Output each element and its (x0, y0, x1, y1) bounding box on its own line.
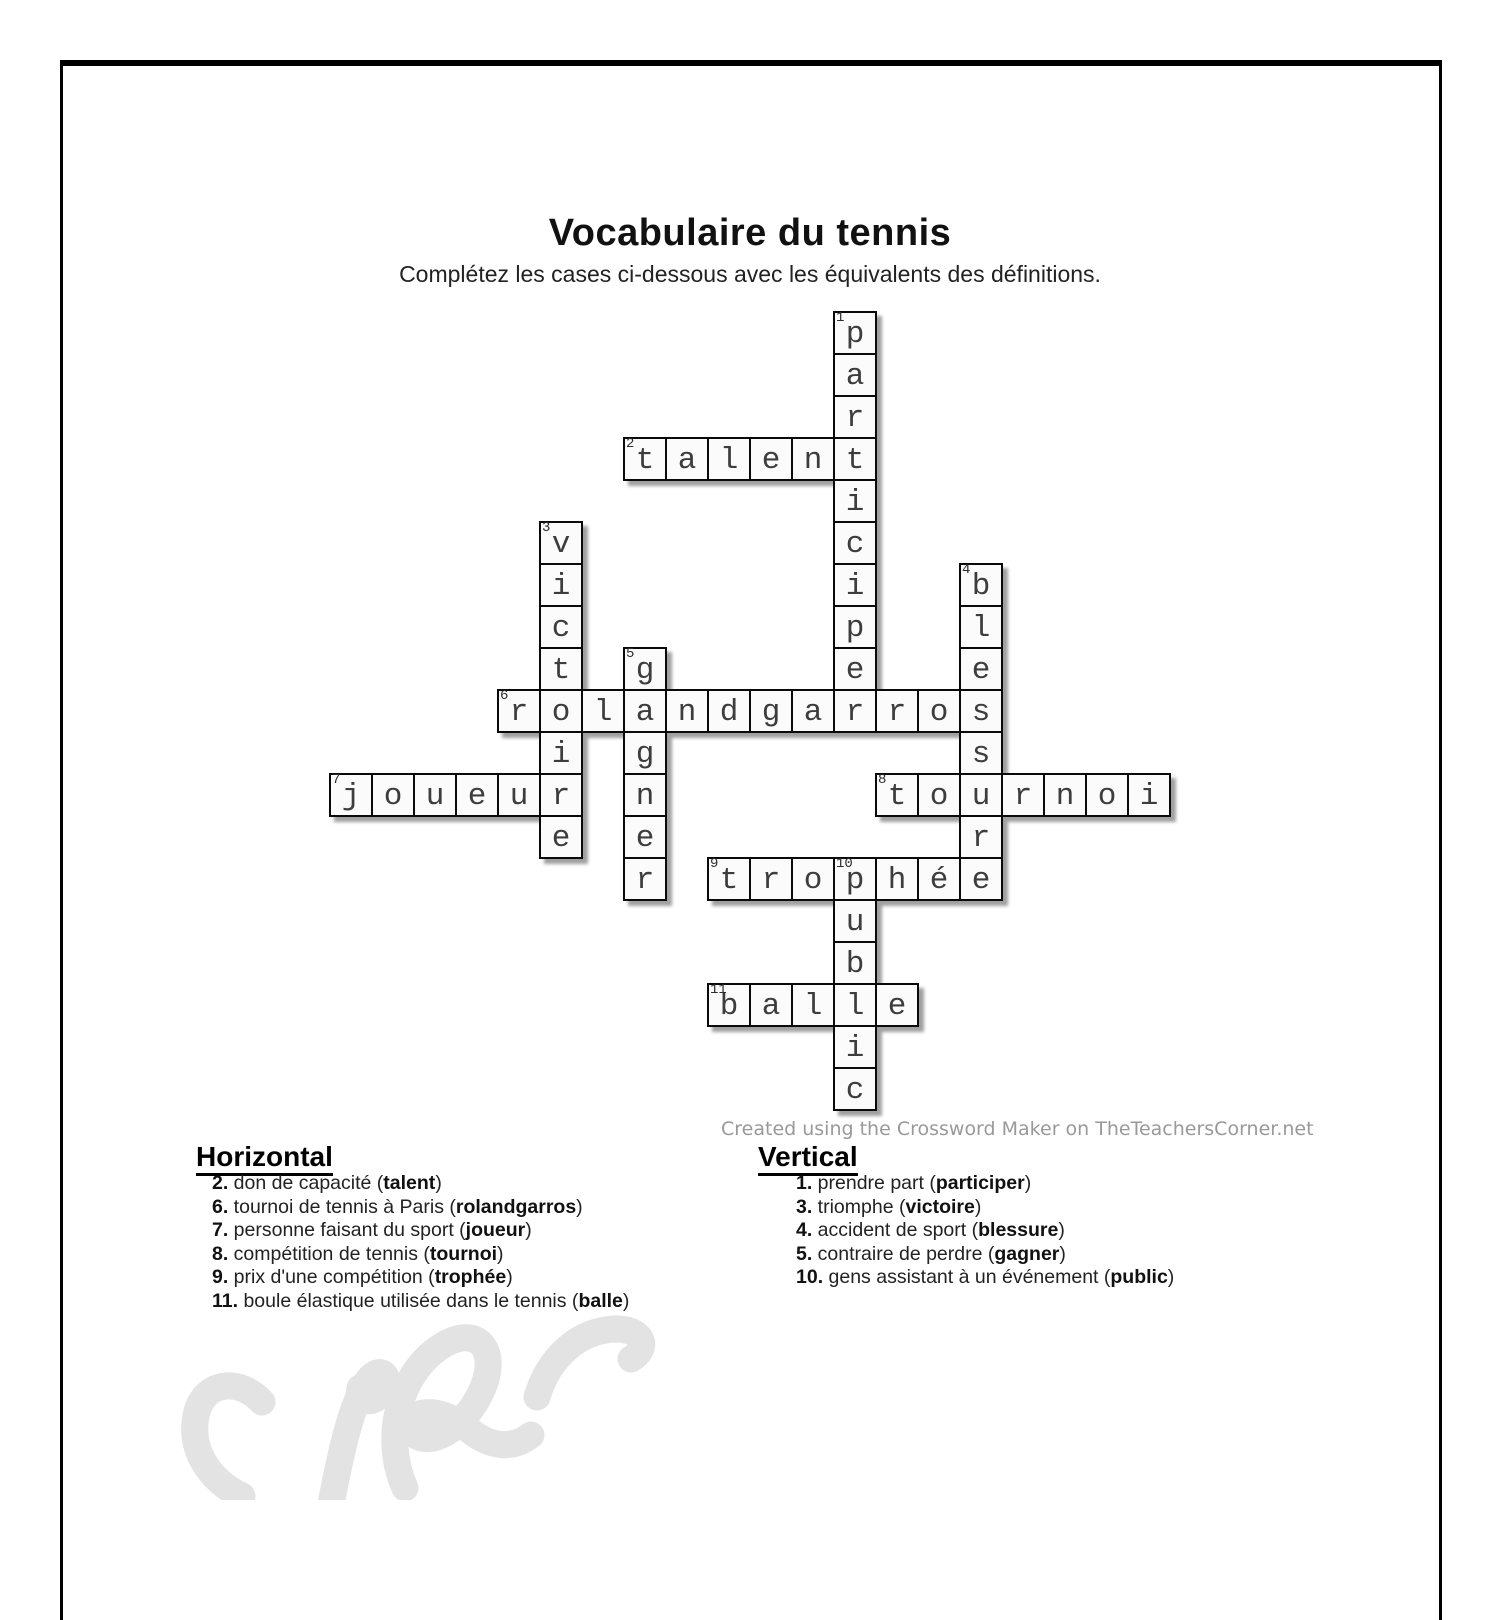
crossword-cell (833, 353, 877, 397)
crossword-cell (959, 857, 1003, 901)
crossword-cell (329, 773, 373, 817)
cell-letter: é (929, 863, 949, 898)
cell-letter: l (971, 611, 991, 646)
cell-letter: c (845, 1073, 865, 1108)
crossword-cell (791, 983, 835, 1027)
cell-letter: p (845, 611, 865, 646)
cell-letter: e (845, 653, 865, 688)
crossword-cell (833, 563, 877, 607)
cell-letter: i (551, 737, 571, 772)
cell-letter: g (635, 653, 655, 688)
cell-letter: n (1055, 779, 1075, 814)
crossword-cell (623, 773, 667, 817)
crossword-cell (791, 437, 835, 481)
cell-letter: u (425, 779, 445, 814)
crossword-cell (749, 689, 793, 733)
crossword-cell (833, 311, 877, 355)
clue-number: 2. (212, 1172, 229, 1194)
across-heading: Horizontal (196, 1141, 333, 1176)
cell-letter: t (635, 443, 655, 478)
cell-letter: l (803, 989, 823, 1024)
crossword-cell (875, 689, 919, 733)
down-clue-list (796, 1172, 1174, 1290)
cell-letter: c (551, 611, 571, 646)
cell-letter: o (1097, 779, 1117, 814)
crossword-cell (917, 773, 961, 817)
crossword-cell (707, 983, 751, 1027)
clue-number: 1. (796, 1172, 813, 1194)
crossword-cell (665, 689, 709, 733)
clue-item: 1. prendre part (participer) (796, 1172, 1032, 1194)
cell-letter: o (929, 695, 949, 730)
cell-letter: c (845, 527, 865, 562)
clue-item: 9. prix d'une compétition (trophée) (212, 1266, 513, 1288)
crossword-cell (623, 689, 667, 733)
clue-answer: victoire (905, 1195, 975, 1218)
cell-letter: i (1139, 779, 1159, 814)
cell-letter: b (971, 569, 991, 604)
clue-number: 4. (796, 1219, 813, 1241)
cell-letter: e (887, 989, 907, 1024)
crossword-cell (539, 815, 583, 859)
cell-letter: r (509, 695, 529, 730)
cell-letter: a (635, 695, 655, 730)
cell-letter: u (509, 779, 529, 814)
cell-letter: i (845, 569, 865, 604)
cell-letter: g (635, 737, 655, 772)
cell-letter: p (845, 317, 865, 352)
cell-letter: e (635, 821, 655, 856)
crossword-cell (791, 857, 835, 901)
crossword-cell (539, 689, 583, 733)
crossword-cell (707, 437, 751, 481)
crossword-cell (833, 647, 877, 691)
crossword-cell (875, 857, 919, 901)
cell-letter: n (635, 779, 655, 814)
cell-letter: r (887, 695, 907, 730)
clue-item: 5. contraire de perdre (gagner) (796, 1242, 1066, 1265)
clue-number: 6. (212, 1195, 229, 1218)
credit-line: Created using the Crossword Maker on TheTeachersCorner.net (721, 1118, 1314, 1140)
cell-number: 6 (500, 688, 509, 704)
crossword-cell (749, 983, 793, 1027)
crossword-cell (959, 773, 1003, 817)
cell-number: 1 (836, 310, 845, 326)
crossword-cell (749, 857, 793, 901)
crossword-cell (959, 731, 1003, 775)
crossword-cell (1001, 773, 1045, 817)
cell-letter: o (383, 779, 403, 814)
clue-number: 3. (796, 1195, 813, 1218)
cell-letter: r (635, 863, 655, 898)
crossword-cell (539, 773, 583, 817)
crossword-cell (959, 689, 1003, 733)
crossword-cell (413, 773, 457, 817)
crossword-cell (833, 689, 877, 733)
crossword-cell (917, 857, 961, 901)
cell-letter: i (845, 1031, 865, 1066)
cell-letter: t (845, 443, 865, 478)
crossword-cell (665, 437, 709, 481)
cell-letter: d (719, 695, 739, 730)
crossword-cell (959, 647, 1003, 691)
cell-letter: l (719, 443, 739, 478)
clue-number: 11. (212, 1289, 239, 1312)
cell-number: 11 (710, 982, 727, 998)
cell-letter: r (761, 863, 781, 898)
cell-number: 10 (836, 856, 853, 872)
cell-letter: o (551, 695, 571, 730)
cell-letter: r (971, 821, 991, 856)
clue-answer: participer (935, 1172, 1025, 1194)
cell-letter: l (593, 695, 613, 730)
crossword-cell (917, 689, 961, 733)
clue-item: 6. tournoi de tennis à Paris (rolandgarros) (212, 1195, 583, 1218)
clue-item: 11. boule élastique utilisée dans le tennis (balle) (212, 1289, 630, 1312)
cell-letter: a (761, 989, 781, 1024)
cell-letter: i (845, 485, 865, 520)
down-heading: Vertical (758, 1141, 858, 1176)
crossword-cell (497, 689, 541, 733)
crossword-cell (455, 773, 499, 817)
clue-answer: tournoi (429, 1242, 498, 1265)
cell-letter: i (551, 569, 571, 604)
crossword-cell (539, 647, 583, 691)
cell-letter: t (887, 779, 907, 814)
clue-answer: balle (578, 1289, 623, 1312)
crossword-cell (707, 689, 751, 733)
cell-letter: r (845, 401, 865, 436)
clue-number: 7. (212, 1219, 229, 1241)
crossword-cell (833, 1067, 877, 1111)
crossword-cell (833, 941, 877, 985)
crossword-cell (539, 563, 583, 607)
crossword-cell (539, 605, 583, 649)
cell-letter: o (803, 863, 823, 898)
cell-letter: n (677, 695, 697, 730)
clue-item: 10. gens assistant à un événement (public) (796, 1266, 1175, 1288)
cell-letter: s (971, 737, 991, 772)
crossword-cell (833, 395, 877, 439)
clue-answer: joueur (465, 1219, 526, 1241)
crossword-cell (497, 773, 541, 817)
crossword-cell (833, 983, 877, 1027)
cell-letter: u (971, 779, 991, 814)
cell-letter: e (761, 443, 781, 478)
clue-answer: trophée (434, 1266, 507, 1288)
cell-letter: b (845, 947, 865, 982)
crossword-cell (1085, 773, 1129, 817)
clue-answer: public (1110, 1266, 1168, 1288)
crossword-cell (791, 689, 835, 733)
crossword-cell (623, 437, 667, 481)
cell-letter: s (971, 695, 991, 730)
cell-number: 8 (878, 772, 887, 788)
clue-answer: talent (383, 1172, 436, 1194)
cell-letter: g (761, 695, 781, 730)
cell-letter: l (845, 989, 865, 1024)
page-border (60, 60, 1442, 1620)
clue-answer: rolandgarros (455, 1195, 577, 1218)
crossword-cell (539, 521, 583, 565)
clue-item: 4. accident de sport (blessure) (796, 1219, 1065, 1241)
crossword-cell (833, 521, 877, 565)
crossword-cell (707, 857, 751, 901)
cell-number: 7 (332, 772, 341, 788)
crossword-cell (959, 815, 1003, 859)
crossword-cell (371, 773, 415, 817)
crossword-cell (581, 689, 625, 733)
cell-letter: t (719, 863, 739, 898)
crossword-cell (623, 857, 667, 901)
crossword-cell (833, 899, 877, 943)
clue-item: 3. triomphe (victoire) (796, 1195, 982, 1218)
clue-item: 2. don de capacité (talent) (212, 1172, 442, 1194)
crossword-cell (623, 815, 667, 859)
crossword-cell (539, 731, 583, 775)
cell-letter: h (887, 863, 907, 898)
cell-letter: a (677, 443, 697, 478)
crossword-cell (833, 605, 877, 649)
cell-letter: e (971, 653, 991, 688)
cell-number: 5 (626, 646, 635, 662)
clue-number: 5. (796, 1242, 813, 1265)
cell-letter: t (551, 653, 571, 688)
crossword-cell (875, 773, 919, 817)
cell-number: 9 (710, 856, 719, 872)
cell-letter: u (845, 905, 865, 940)
page-subtitle: Complétez les cases ci-dessous avec les équivalents des définitions. (399, 261, 1101, 287)
cell-letter: e (551, 821, 571, 856)
page-title: Vocabulaire du tennis (548, 212, 952, 254)
cell-letter: v (551, 527, 571, 562)
cell-letter: e (971, 863, 991, 898)
clue-item: 7. personne faisant du sport (joueur) (212, 1219, 532, 1241)
clue-number: 10. (796, 1266, 824, 1288)
clue-answer: gagner (994, 1242, 1060, 1265)
cell-number: 3 (542, 520, 551, 536)
crossword-cell (833, 479, 877, 523)
clue-item: 8. compétition de tennis (tournoi) (212, 1242, 504, 1265)
cell-letter: b (719, 989, 739, 1024)
crossword-cell (749, 437, 793, 481)
cell-letter: n (803, 443, 823, 478)
cell-letter: r (845, 695, 865, 730)
cell-letter: a (803, 695, 823, 730)
crossword-cell (623, 731, 667, 775)
cell-letter: e (467, 779, 487, 814)
cell-letter: a (845, 359, 865, 394)
cell-letter: o (929, 779, 949, 814)
cell-letter: j (341, 779, 361, 814)
crossword-cell (833, 437, 877, 481)
cell-letter: p (845, 863, 865, 898)
clue-number: 9. (212, 1266, 229, 1288)
across-clue-list (212, 1172, 629, 1313)
crossword-cell (875, 983, 919, 1027)
clue-number: 8. (212, 1242, 229, 1265)
crossword-cell (623, 647, 667, 691)
crossword-cell (959, 563, 1003, 607)
clue-answer: blessure (978, 1219, 1059, 1241)
crossword-cell (959, 605, 1003, 649)
cell-letter: r (1013, 779, 1033, 814)
cell-number: 4 (962, 562, 971, 578)
crossword-cell (1043, 773, 1087, 817)
crossword-cell (833, 857, 877, 901)
cell-number: 2 (626, 436, 635, 452)
crossword-cell (833, 1025, 877, 1069)
crossword-cell (1127, 773, 1171, 817)
cell-letter: r (551, 779, 571, 814)
